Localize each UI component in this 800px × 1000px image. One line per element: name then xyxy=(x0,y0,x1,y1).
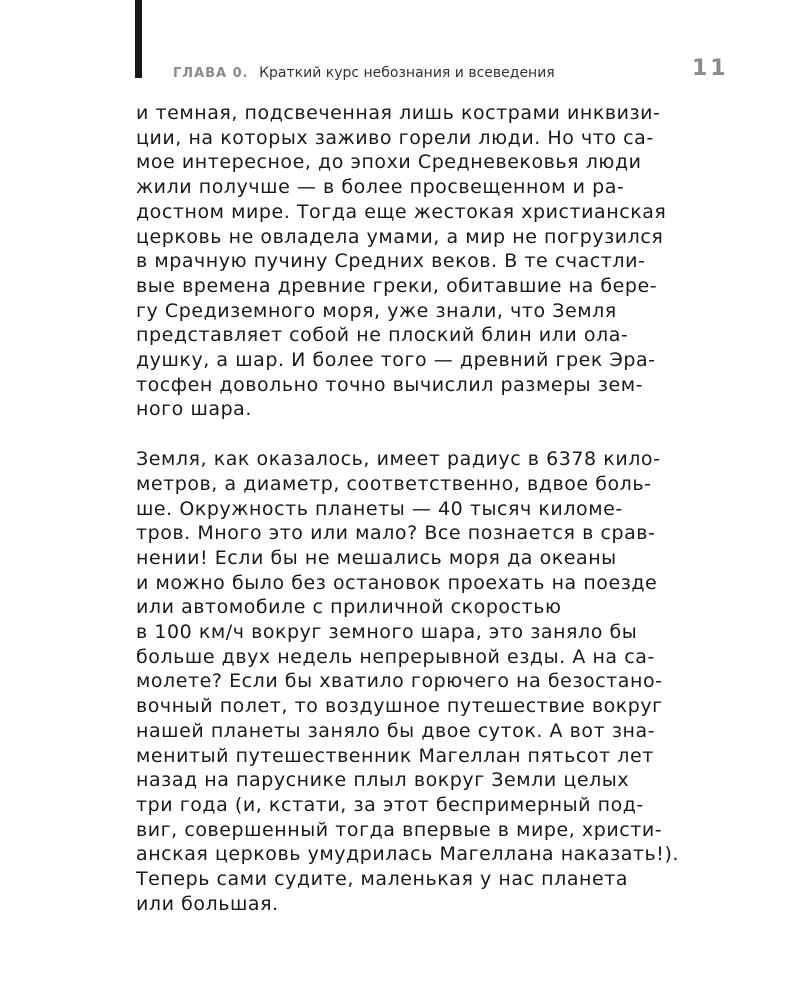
text-line: церковь не овладела умами, а мир не погрузился xyxy=(136,225,664,248)
text-line: душку, а шар. И более того — древний грек Эра- xyxy=(136,349,656,372)
text-line: ции, на которых заживо горели люди. Но что са- xyxy=(136,126,654,149)
text-line: менитый путешественник Магеллан пятьсот лет xyxy=(136,744,654,767)
text-line: и темная, подсвеченная лишь кострами инквизи- xyxy=(136,102,661,124)
text-line: в мрачную пучину Средних веков. В те счастли- xyxy=(136,250,646,273)
text-line: тров. Много это или мало? Все познается в срав- xyxy=(136,522,656,545)
text-line: или большая. xyxy=(136,892,279,915)
text-line: жили получше — в более просвещенном и ра- xyxy=(136,176,625,199)
text-line: Теперь сами судите, маленькая у нас планета xyxy=(136,868,629,891)
text-line: больше двух недель непрерывной езды. А на са- xyxy=(136,645,655,668)
text-line: нашей планеты заняло бы двое суток. А вот зна- xyxy=(136,719,656,742)
text-line: метров, а диаметр, соответственно, вдвое боль- xyxy=(136,472,652,495)
text-line: ного шара. xyxy=(136,398,252,421)
text-line: виг, совершенный тогда впервые в мире, христи- xyxy=(136,818,663,841)
text-line: молете? Если бы хватило горючего на безостано- xyxy=(136,670,663,693)
text-line: гу Средиземного моря, уже знали, что Земля xyxy=(136,299,617,322)
running-head xyxy=(173,64,555,83)
text-line: вые времена древние греки, обитавшие на бере- xyxy=(136,274,658,297)
text-line: три года (и, кстати, за этот беспримерный под- xyxy=(136,793,644,816)
chapter-title: Краткий курс небознания и всеведения xyxy=(259,65,555,81)
text-line: Земля, как оказалось, имеет радиус в 6378 кило- xyxy=(136,448,661,471)
text-line: достном мире. Тогда еще жестокая христианская xyxy=(136,200,667,223)
text-line: ше. Окружность планеты — 40 тысяч киломе- xyxy=(136,497,623,520)
page-number: 11 xyxy=(692,56,729,81)
text-line: вочный полет, то воздушное путешествие вокруг xyxy=(136,695,663,718)
text-line: или автомобиле с приличной скоростью xyxy=(136,596,562,619)
text-line: в 100 км/ч вокруг земного шара, это заняло бы xyxy=(136,621,638,644)
text-line: назад на паруснике плыл вокруг Земли целых xyxy=(136,769,630,792)
margin-bar xyxy=(135,0,142,78)
paragraph xyxy=(136,101,696,422)
text-line: тосфен довольно точно вычислил размеры зем- xyxy=(136,373,644,396)
body-text xyxy=(136,101,696,942)
text-line: нении! Если бы не мешались моря да океаны xyxy=(136,546,617,569)
text-line: мое интересное, до эпохи Средневековья люди xyxy=(136,151,642,174)
text-line: и можно было без остановок проехать на поезде xyxy=(136,571,658,594)
text-line: представляет собой не плоский блин или ола- xyxy=(136,324,629,347)
paragraph xyxy=(136,447,696,916)
text-line: анская церковь умудрилась Магеллана наказать!). xyxy=(136,843,680,866)
chapter-label: ГЛАВА 0. xyxy=(173,66,249,81)
